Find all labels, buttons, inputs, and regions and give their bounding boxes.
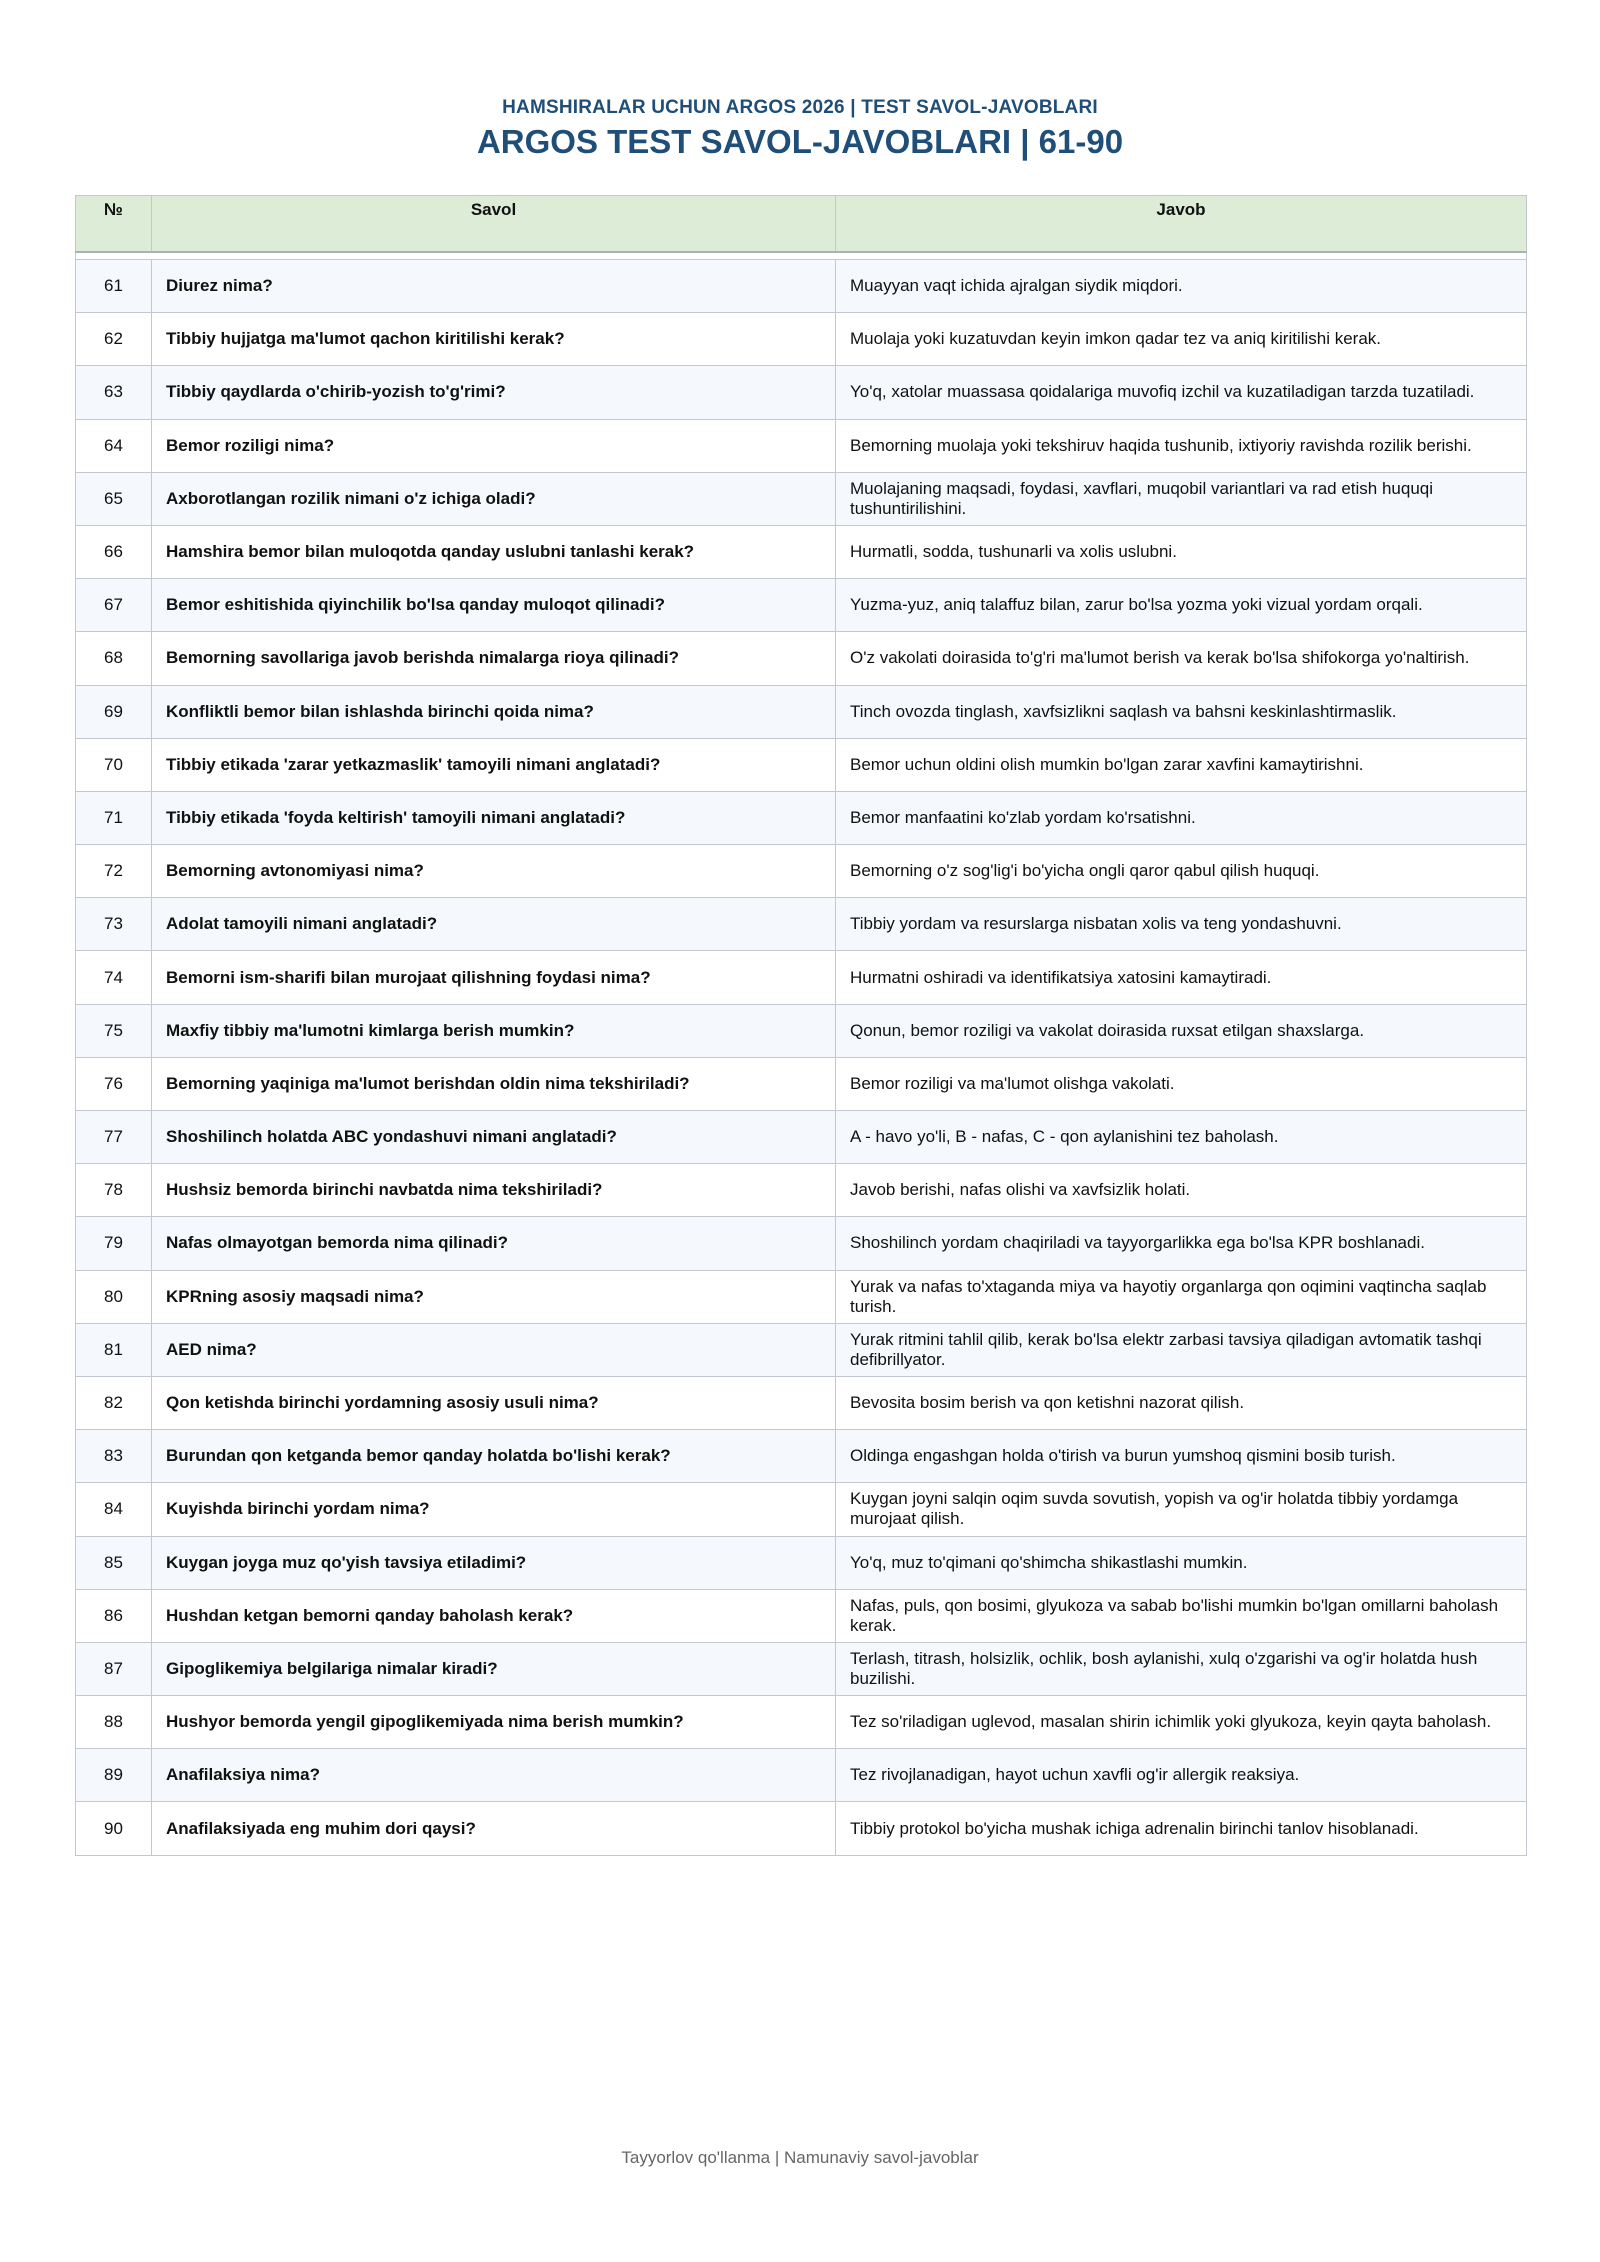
table-row [76,1057,1527,1110]
row-answer: Qonun, bemor roziligi va vakolat doirasida ruxsat etilgan shaxslarga. [836,1004,1527,1057]
row-question: Tibbiy qaydlarda o'chirib-yozish to'g'rimi? [152,366,836,419]
table-row [76,845,1527,898]
row-question: Bemorning yaqiniga ma'lumot berishdan oldin nima tekshiriladi? [152,1057,836,1110]
row-question: Bemorning savollariga javob berishda nimalarga rioya qilinadi? [152,632,836,685]
row-answer: Tez so'riladigan uglevod, masalan shirin ichimlik yoki glyukoza, keyin qayta baholash. [836,1696,1527,1749]
qa-table [75,195,1527,1856]
row-number: 82 [76,1376,152,1429]
row-question: Qon ketishda birinchi yordamning asosiy usuli nima? [152,1376,836,1429]
row-question: Adolat tamoyili nimani anglatadi? [152,898,836,951]
row-answer: Yo'q, xatolar muassasa qoidalariga muvofiq izchil va kuzatiladigan tarzda tuzatiladi. [836,366,1527,419]
table-row [76,1004,1527,1057]
row-number: 77 [76,1111,152,1164]
row-number: 73 [76,898,152,951]
row-answer: Tibbiy yordam va resurslarga nisbatan xolis va teng yondashuvni. [836,898,1527,951]
row-number: 84 [76,1483,152,1536]
row-answer: Bemorning o'z sog'lig'i bo'yicha ongli qaror qabul qilish huquqi. [836,845,1527,898]
row-question: Kuyishda birinchi yordam nima? [152,1483,836,1536]
row-question: Bemorning avtonomiyasi nima? [152,845,836,898]
row-number: 68 [76,632,152,685]
row-question: Gipoglikemiya belgilariga nimalar kiradi? [152,1642,836,1695]
row-number: 76 [76,1057,152,1110]
table-row [76,313,1527,366]
row-number: 65 [76,472,152,525]
row-question: Nafas olmayotgan bemorda nima qilinadi? [152,1217,836,1270]
column-header-answer: Javob [836,196,1527,252]
row-number: 85 [76,1536,152,1589]
qa-table-header [76,196,1527,252]
row-question: Hushdan ketgan bemorni qanday baholash kerak? [152,1589,836,1642]
row-question: Tibbiy etikada 'zarar yetkazmaslik' tamoyili nimani anglatadi? [152,738,836,791]
column-header-question: Savol [152,196,836,252]
table-spacer [76,252,1527,260]
row-answer: Yuzma-yuz, aniq talaffuz bilan, zarur bo'lsa yozma yoki vizual yordam orqali. [836,579,1527,632]
row-answer: Tinch ovozda tinglash, xavfsizlikni saqlash va bahsni keskinlashtirmaslik. [836,685,1527,738]
page-footer: Tayyorlov qo'llanma | Namunaviy savol-javoblar [621,2148,979,2167]
row-number: 64 [76,419,152,472]
row-number: 63 [76,366,152,419]
row-number: 71 [76,791,152,844]
table-row [76,632,1527,685]
column-header-number: № [76,196,152,252]
row-question: Anafilaksiyada eng muhim dori qaysi? [152,1802,836,1855]
table-row [76,366,1527,419]
row-number: 61 [76,260,152,313]
table-row [76,1483,1527,1536]
row-answer: Bemor roziligi va ma'lumot olishga vakolati. [836,1057,1527,1110]
row-answer: Shoshilinch yordam chaqiriladi va tayyorgarlikka ega bo'lsa KPR boshlanadi. [836,1217,1527,1270]
table-row [76,260,1527,313]
row-number: 66 [76,525,152,578]
row-number: 89 [76,1749,152,1802]
table-row [76,419,1527,472]
row-question: Maxfiy tibbiy ma'lumotni kimlarga berish mumkin? [152,1004,836,1057]
document-title: ARGOS TEST SAVOL-JAVOBLARI | 61-90 [476,123,1124,160]
table-row [76,1802,1527,1855]
row-answer: O'z vakolati doirasida to'g'ri ma'lumot berish va kerak bo'lsa shifokorga yo'naltirish. [836,632,1527,685]
row-question: Hushsiz bemorda birinchi navbatda nima tekshiriladi? [152,1164,836,1217]
row-question: Konfliktli bemor bilan ishlashda birinchi qoida nima? [152,685,836,738]
row-answer: Tibbiy protokol bo'yicha mushak ichiga adrenalin birinchi tanlov hisoblanadi. [836,1802,1527,1855]
row-question: Bemorni ism-sharifi bilan murojaat qilishning foydasi nima? [152,951,836,1004]
table-row [76,1270,1527,1323]
table-row [76,1323,1527,1376]
table-row [76,898,1527,951]
row-number: 62 [76,313,152,366]
table-row [76,1696,1527,1749]
table-row [76,1164,1527,1217]
row-question: Hushyor bemorda yengil gipoglikemiyada nima berish mumkin? [152,1696,836,1749]
row-number: 78 [76,1164,152,1217]
table-row [76,1536,1527,1589]
row-question: Bemor roziligi nima? [152,419,836,472]
row-question: Tibbiy hujjatga ma'lumot qachon kiritilishi kerak? [152,313,836,366]
row-number: 88 [76,1696,152,1749]
row-number: 69 [76,685,152,738]
table-row [76,472,1527,525]
table-row [76,951,1527,1004]
row-number: 80 [76,1270,152,1323]
row-number: 67 [76,579,152,632]
row-answer: Muolaja yoki kuzatuvdan keyin imkon qadar tez va aniq kiritilishi kerak. [836,313,1527,366]
table-row [76,738,1527,791]
row-number: 81 [76,1323,152,1376]
row-question: AED nima? [152,1323,836,1376]
qa-table-body [76,252,1527,1856]
table-row [76,685,1527,738]
row-number: 75 [76,1004,152,1057]
row-answer: Oldinga engashgan holda o'tirish va burun yumshoq qismini bosib turish. [836,1430,1527,1483]
table-row [76,1749,1527,1802]
row-question: Kuygan joyga muz qo'yish tavsiya etiladimi? [152,1536,836,1589]
row-number: 74 [76,951,152,1004]
row-answer: Bemor manfaatini ko'zlab yordam ko'rsatishni. [836,791,1527,844]
row-answer: Bemorning muolaja yoki tekshiruv haqida tushunib, ixtiyoriy ravishda rozilik berishi. [836,419,1527,472]
table-row [76,579,1527,632]
row-question: Bemor eshitishida qiyinchilik bo'lsa qanday muloqot qilinadi? [152,579,836,632]
row-question: Tibbiy etikada 'foyda keltirish' tamoyili nimani anglatadi? [152,791,836,844]
table-row [76,1376,1527,1429]
row-number: 79 [76,1217,152,1270]
row-question: Burundan qon ketganda bemor qanday holatda bo'lishi kerak? [152,1430,836,1483]
row-answer: Hurmatli, sodda, tushunarli va xolis uslubni. [836,525,1527,578]
row-question: Axborotlangan rozilik nimani o'z ichiga oladi? [152,472,836,525]
row-answer: Muolajaning maqsadi, foydasi, xavflari, muqobil variantlari va rad etish huquqi tushuntirilishini. [836,472,1527,525]
document-subtitle: HAMSHIRALAR UCHUN ARGOS 2026 | TEST SAVOL-JAVOBLARI [502,97,1098,118]
table-row [76,1642,1527,1695]
table-row [76,525,1527,578]
table-row [76,1111,1527,1164]
row-number: 72 [76,845,152,898]
table-row [76,1217,1527,1270]
table-row [76,791,1527,844]
row-answer: Javob berishi, nafas olishi va xavfsizlik holati. [836,1164,1527,1217]
row-number: 83 [76,1430,152,1483]
row-answer: Yurak ritmini tahlil qilib, kerak bo'lsa elektr zarbasi tavsiya qiladigan avtomatik tashqi defibrillyator. [836,1323,1527,1376]
row-question: Hamshira bemor bilan muloqotda qanday uslubni tanlashi kerak? [152,525,836,578]
row-answer: Nafas, puls, qon bosimi, glyukoza va sabab bo'lishi mumkin bo'lgan omillarni baholash kerak. [836,1589,1527,1642]
row-answer: Muayyan vaqt ichida ajralgan siydik miqdori. [836,260,1527,313]
row-answer: Kuygan joyni salqin oqim suvda sovutish, yopish va og'ir holatda tibbiy yordamga murojaat qilish. [836,1483,1527,1536]
row-number: 87 [76,1642,152,1695]
row-answer: Yo'q, muz to'qimani qo'shimcha shikastlashi mumkin. [836,1536,1527,1589]
table-row [76,1430,1527,1483]
row-question: Diurez nima? [152,260,836,313]
row-number: 90 [76,1802,152,1855]
row-question: Shoshilinch holatda ABC yondashuvi nimani anglatadi? [152,1111,836,1164]
row-answer: A - havo yo'li, B - nafas, C - qon aylanishini tez baholash. [836,1111,1527,1164]
row-answer: Terlash, titrash, holsizlik, ochlik, bosh aylanishi, xulq o'zgarishi va og'ir holatda hush buzilishi. [836,1642,1527,1695]
row-number: 86 [76,1589,152,1642]
row-number: 70 [76,738,152,791]
row-answer: Bemor uchun oldini olish mumkin bo'lgan zarar xavfini kamaytirishni. [836,738,1527,791]
row-question: KPRning asosiy maqsadi nima? [152,1270,836,1323]
row-answer: Bevosita bosim berish va qon ketishni nazorat qilish. [836,1376,1527,1429]
row-answer: Yurak va nafas to'xtaganda miya va hayotiy organlarga qon oqimini vaqtincha saqlab turish. [836,1270,1527,1323]
table-row [76,1589,1527,1642]
row-question: Anafilaksiya nima? [152,1749,836,1802]
row-answer: Hurmatni oshiradi va identifikatsiya xatosini kamaytiradi. [836,951,1527,1004]
document-header [0,96,1600,162]
row-answer: Tez rivojlanadigan, hayot uchun xavfli og'ir allergik reaksiya. [836,1749,1527,1802]
